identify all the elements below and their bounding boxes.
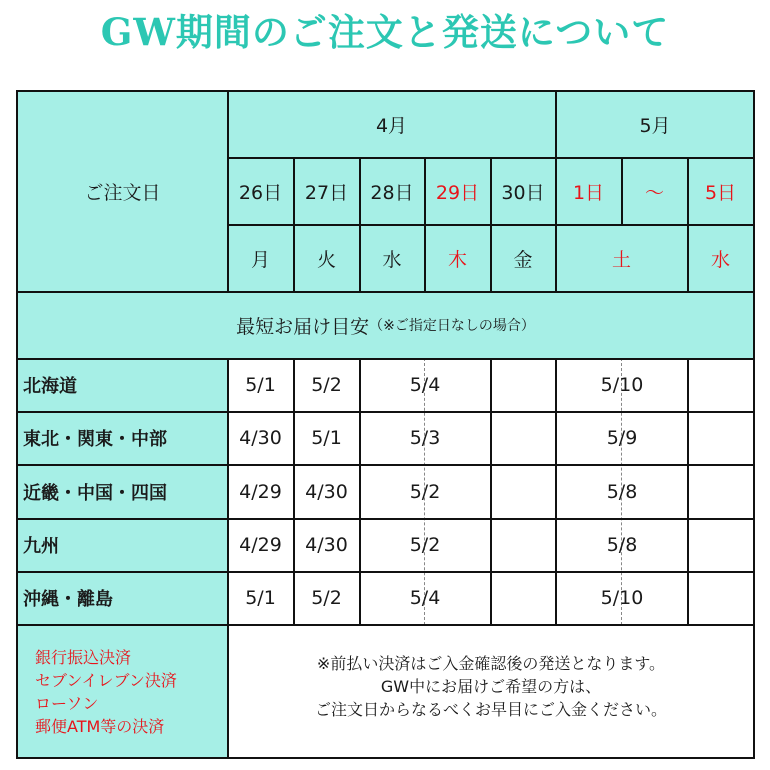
delivery-cell: 5/2 [311, 587, 342, 609]
estimate-label: 最短お届け目安 [236, 315, 370, 338]
order-date-label: ご注文日 [84, 181, 161, 204]
delivery-cell: 5/4 [409, 587, 441, 609]
day-range-tilde: ～ [644, 181, 664, 204]
estimate-note: （※ご指定日なしの場合） [369, 318, 535, 334]
prepayment-notice [228, 652, 754, 721]
notice-line: GW中にお届けご希望の方は、 [380, 677, 602, 696]
delivery-cell: 4/30 [305, 534, 348, 556]
weekday-28: 水 [382, 248, 402, 271]
delivery-cell: 5/1 [245, 587, 276, 609]
day-30: 30日 [501, 181, 545, 204]
weekday-5: 水 [710, 248, 730, 271]
delivery-cell: 5/1 [311, 427, 342, 449]
delivery-cell: 5/4 [409, 374, 441, 396]
region-name: 東北・関東・中部 [23, 429, 167, 450]
delivery-cell: 5/10 [600, 587, 644, 609]
notice-line: ※前払い決済はご入金確認後の発送となります。 [316, 654, 666, 673]
weekday-1: 土 [611, 248, 631, 271]
delivery-cell: 4/29 [239, 480, 282, 503]
border [16, 757, 755, 759]
month-april: 4月 [375, 114, 408, 137]
region-name: 沖縄・離島 [23, 589, 113, 610]
notice-line: ご注文日からなるべくお早目にご入金ください。 [314, 700, 667, 719]
delivery-cell: 5/2 [311, 374, 342, 396]
weekday-30: 金 [513, 248, 533, 271]
day-27: 27日 [304, 181, 349, 204]
estimate-banner [17, 292, 754, 358]
region-name: 近畿・中国・四国 [23, 482, 167, 504]
day-29: 29日 [435, 181, 480, 204]
month-may: 5月 [639, 114, 671, 137]
delivery-cell: 4/29 [239, 534, 282, 556]
payment-method: ローソン [35, 694, 99, 713]
delivery-cell: 4/30 [305, 480, 348, 503]
delivery-cell: 5/2 [409, 534, 441, 556]
delivery-cell: 5/2 [409, 480, 441, 503]
payment-method: 銀行振込決済 [35, 648, 132, 667]
delivery-cell: 5/3 [409, 427, 441, 449]
page-title: GW期間のご注文と発送について [100, 10, 670, 54]
weekday-26: 月 [250, 248, 270, 271]
delivery-cell: 5/9 [606, 427, 638, 449]
day-5: 5日 [704, 181, 737, 204]
delivery-cell: 5/10 [600, 374, 644, 396]
delivery-cell: 5/8 [606, 480, 638, 503]
payment-method: 郵便ATM等の決済 [35, 717, 165, 736]
day-26: 26日 [238, 181, 283, 204]
weekday-27: 火 [316, 248, 336, 271]
delivery-cell: 5/8 [606, 534, 638, 556]
day-28: 28日 [370, 181, 414, 204]
border [17, 624, 754, 626]
day-1: 1日 [572, 181, 605, 204]
region-name: 北海道 [23, 376, 77, 397]
payment-method: セブンイレブン決済 [35, 671, 177, 690]
delivery-cell: 5/1 [245, 374, 276, 396]
delivery-cell: 4/30 [239, 427, 282, 449]
region-name: 九州 [23, 536, 59, 557]
weekday-29: 木 [447, 248, 467, 271]
payment-methods [35, 646, 177, 738]
